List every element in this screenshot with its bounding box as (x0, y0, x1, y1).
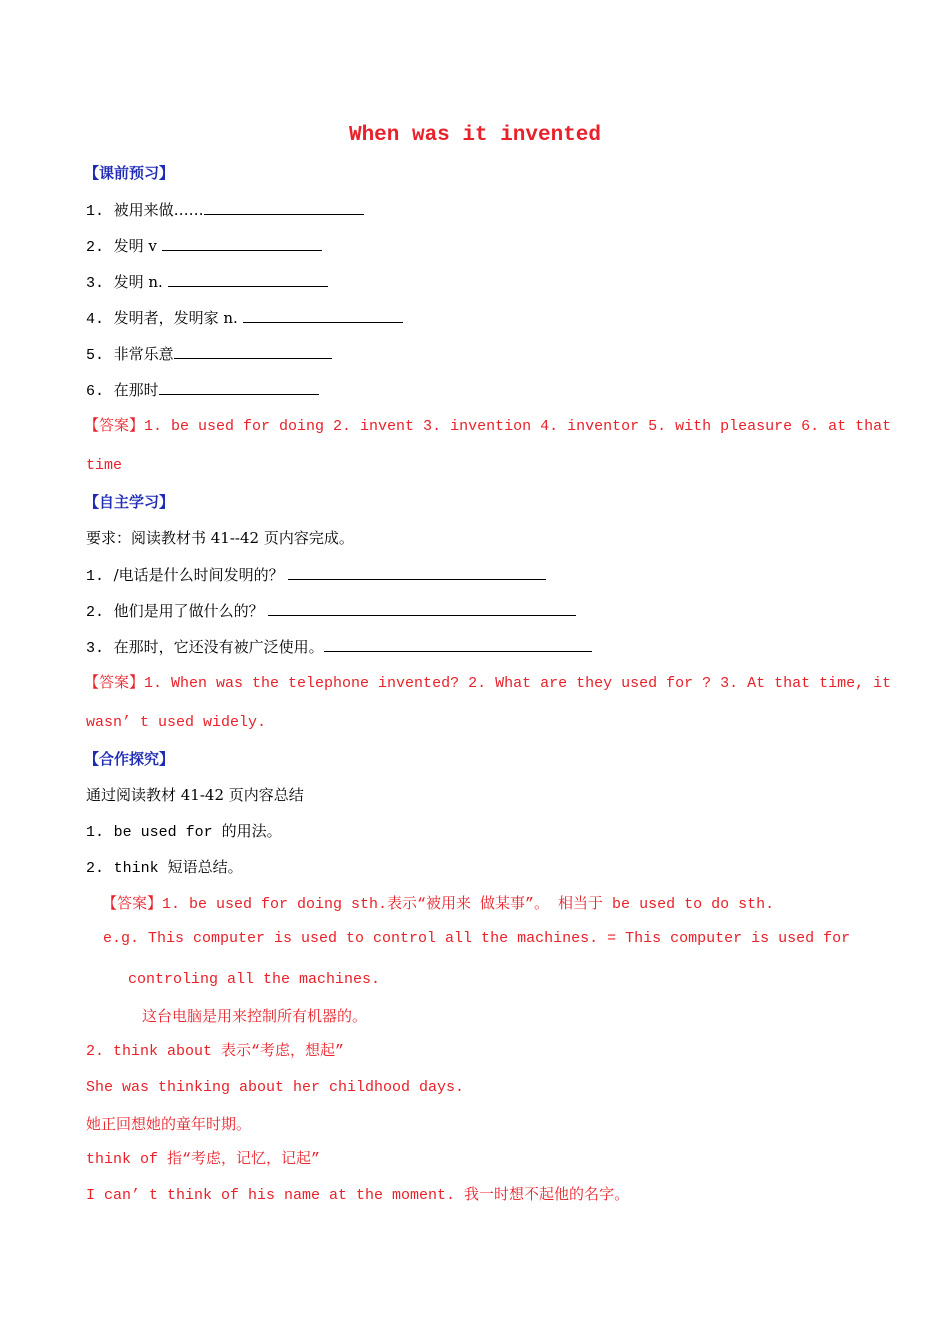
cooperation-item-2: 2. think 短语总结。 (86, 860, 243, 877)
preview-answer: 【答案】1. be used for doing 2. invent 3. invention 4. inventor 5. with pleasure 6. at that (84, 416, 892, 435)
self-study-answer-cont: wasn’ t used widely. (86, 714, 267, 731)
preview-item-2: 2. 发明 v (86, 235, 322, 258)
cooperation-answer-3: think of 指“考虑，记忆，记起” (86, 1151, 321, 1168)
answer-tag: 【答案】 (84, 673, 145, 691)
example-think-about-translation: 她正回想她的童年时期。 (86, 1115, 252, 1133)
section-heading-preview: 【课前预习】 (84, 164, 175, 182)
self-study-item-3: 3. 在那时，它还没有被广泛使用。 (86, 636, 592, 659)
preview-item-4: 4. 发明者，发明家 n. (86, 307, 403, 330)
preview-item-3: 3. 发明 n. (86, 271, 328, 294)
preview-item-6: 6. 在那时 (86, 379, 319, 402)
preview-item-5: 5. 非常乐意 (86, 343, 332, 366)
cooperation-answer-2: 2. think about 表示“考虑，想起” (86, 1043, 345, 1060)
answer-blank[interactable] (168, 271, 328, 287)
example-line-1: e.g. This computer is used to control all the machines. = This computer is used for (103, 930, 851, 947)
section-heading-cooperation: 【合作探究】 (84, 750, 175, 768)
answer-tag: 【答案】 (102, 894, 163, 912)
example-translation: 这台电脑是用来控制所有机器的。 (142, 1007, 368, 1025)
answer-tag: 【答案】 (84, 416, 145, 434)
cooperation-item-1: 1. be used for 的用法。 (86, 824, 282, 841)
answer-blank[interactable] (162, 235, 322, 251)
section-heading-self-study: 【自主学习】 (84, 493, 175, 511)
self-study-item-1: 1. /电话是什么时间发明的？ (86, 564, 546, 587)
answer-blank[interactable] (204, 199, 364, 215)
answer-blank[interactable] (268, 600, 576, 616)
answer-blank[interactable] (159, 379, 319, 395)
preview-item-1: 1. 被用来做…… (86, 199, 364, 222)
self-study-answer: 【答案】1. When was the telephone invented? 2. What are they used for ? 3. At that time, it (84, 673, 892, 692)
example-line-2: controling all the machines. (128, 971, 381, 988)
cooperation-intro: 通过阅读教材 41-42 页内容总结 (86, 786, 304, 804)
answer-blank[interactable] (288, 564, 546, 580)
self-study-item-2: 2. 他们是用了做什么的？ (86, 600, 576, 623)
self-study-requirement: 要求：阅读教材书 41--42 页内容完成。 (86, 529, 354, 547)
answer-blank[interactable] (324, 636, 592, 652)
answer-blank[interactable] (243, 307, 403, 323)
document-title: When was it invented (348, 124, 602, 147)
cooperation-answer-1: 【答案】1. be used for doing sth.表示“被用来 做某事”。 相当于 be used to do sth. (102, 894, 775, 913)
example-think-of: I can’ t think of his name at the moment. 我一时想不起他的名字。 (86, 1187, 630, 1204)
example-think-about: She was thinking about her childhood days. (86, 1079, 465, 1096)
preview-answer-cont: time (86, 457, 123, 474)
answer-blank[interactable] (174, 343, 332, 359)
